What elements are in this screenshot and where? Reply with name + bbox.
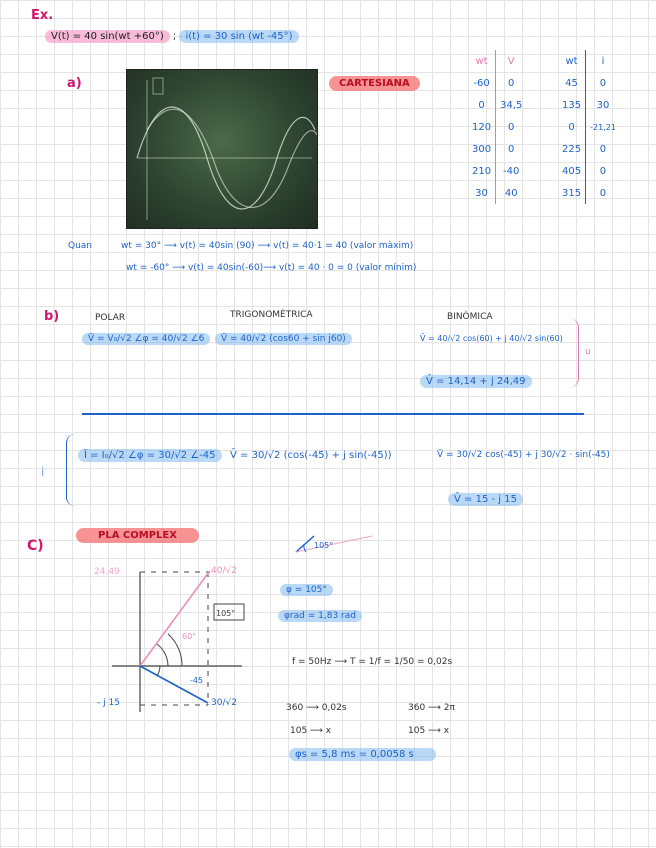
- table-cell: 315: [558, 182, 586, 204]
- table-cell: 30: [596, 99, 610, 111]
- table-cell: -40: [503, 165, 520, 177]
- phasor-y-top: 24,49: [94, 567, 120, 577]
- table-cell: 30: [468, 182, 496, 204]
- angle-60-label: 60°: [182, 632, 197, 641]
- cartesiana-tag: CARTESIANA: [329, 78, 420, 89]
- part-b-label: b): [44, 309, 60, 324]
- table-cell: 0: [508, 143, 515, 155]
- rule-of-three-2-right: 105 ⟶ x: [408, 726, 450, 736]
- table-cell: 225: [558, 138, 586, 160]
- phasor-diagram: [92, 562, 272, 720]
- table-cell: 300: [468, 138, 496, 160]
- th-wt: wt: [468, 50, 496, 72]
- rule-of-three-1-right: 360 ⟶ 2π: [408, 703, 455, 713]
- table-cell: 210: [468, 160, 496, 182]
- phasor-i-label: 30/√2: [211, 698, 237, 708]
- v-polar-form: V̄ = V₀/√2 ∠φ = 40/√2 ∠6: [82, 334, 210, 344]
- trig-title: TRIGONOMÈTRICA: [230, 310, 313, 320]
- part-a-label: a): [67, 76, 82, 91]
- th-wt: wt: [558, 50, 586, 72]
- current-equation: i(t) = 30 sin (wt -45°): [179, 30, 298, 43]
- oscilloscope-photo: [126, 69, 318, 229]
- th-v: V: [507, 55, 515, 67]
- table-cell: 40: [504, 187, 518, 199]
- v-bin-form: V̄ = 40/√2 cos(60) + j 40/√2 sin(60): [420, 334, 563, 343]
- phi-rad-value: φrad = 1,83 rad: [278, 611, 362, 621]
- table-cell: 0: [599, 187, 607, 199]
- i-brace-mark: i: [41, 465, 45, 479]
- phasor-y-bottom: - j 15: [97, 698, 120, 708]
- table-cell: 0: [468, 94, 496, 116]
- exercise-label: Ex.: [31, 8, 54, 23]
- table-cell: 0: [508, 121, 515, 133]
- quan-line-min: wt = -60° ⟶ v(t) = 40sin(-60)⟶ v(t) = 40 · 0 = 0 (valor mínim): [126, 263, 417, 273]
- angle-45-label: -45: [190, 676, 204, 685]
- phasor-v-label: 40/√2: [211, 566, 237, 576]
- v-result: V̄ = 14,14 + j 24,49: [420, 376, 532, 387]
- table-cell: 0: [599, 77, 607, 89]
- v-brace-mark: u: [585, 347, 591, 357]
- angle-sketch: [292, 530, 382, 560]
- th-i: i: [601, 55, 605, 67]
- table-cell: -60: [468, 72, 496, 94]
- sketch-angle-label: 105°: [314, 541, 334, 550]
- table-current: [558, 50, 620, 204]
- section-divider: [82, 413, 584, 415]
- table-cell: 135: [558, 94, 586, 116]
- phi-seconds: φs = 5,8 ms = 0,0058 s: [289, 749, 436, 760]
- v-trig-form: V̄ = 40/√2 (cos60 + sin j60): [215, 334, 352, 344]
- i-bin-form: V̄ = 30/√2 cos(-45) + j 30/√2 · sin(-45): [437, 450, 610, 460]
- pla-complex-tag: PLA COMPLEX: [76, 530, 199, 541]
- v-brace: [568, 318, 579, 388]
- rule-of-three-1-left: 360 ⟶ 0,02s: [286, 703, 347, 713]
- table-cell: 0: [508, 77, 515, 89]
- table-cell: 0: [599, 165, 607, 177]
- table-cell: 120: [468, 116, 496, 138]
- table-cell: 405: [558, 160, 586, 182]
- phi-value: φ = 105°: [280, 585, 333, 595]
- equation-separator: ;: [169, 31, 180, 42]
- table-cell: 0: [599, 143, 607, 155]
- voltage-equation: V(t) = 40 sin(wt +60°): [45, 30, 170, 43]
- part-c-label: C): [27, 538, 44, 554]
- bin-title: BINÒMICA: [447, 312, 493, 322]
- table-cell: -21,21: [590, 122, 616, 132]
- table-voltage: [468, 50, 526, 204]
- quan-label: Quan: [68, 241, 93, 251]
- table-cell: 45: [558, 72, 586, 94]
- angle-105-label: 105°: [216, 609, 236, 618]
- i-brace: [66, 434, 75, 506]
- i-result: V̄ = 15 - j 15: [448, 494, 523, 505]
- sine-waves-image: [127, 70, 317, 228]
- table-cell: 0: [558, 116, 586, 138]
- equations-line: [45, 31, 299, 42]
- i-trig-form: V̄ = 30/√2 (cos(-45) + j sin(-45)): [230, 450, 392, 461]
- frequency-line: f = 50Hz ⟶ T = 1/f = 1/50 = 0,02s: [292, 657, 453, 667]
- table-cell: 34,5: [500, 99, 523, 111]
- i-polar-form: Ī = I₀/√2 ∠φ = 30/√2 ∠-45: [78, 450, 222, 461]
- polar-title: POLAR: [95, 313, 126, 323]
- rule-of-three-2-left: 105 ⟶ x: [290, 726, 332, 736]
- quan-line-max: wt = 30° ⟶ v(t) = 40sin (90) ⟶ v(t) = 40·1 = 40 (valor màxim): [121, 241, 414, 251]
